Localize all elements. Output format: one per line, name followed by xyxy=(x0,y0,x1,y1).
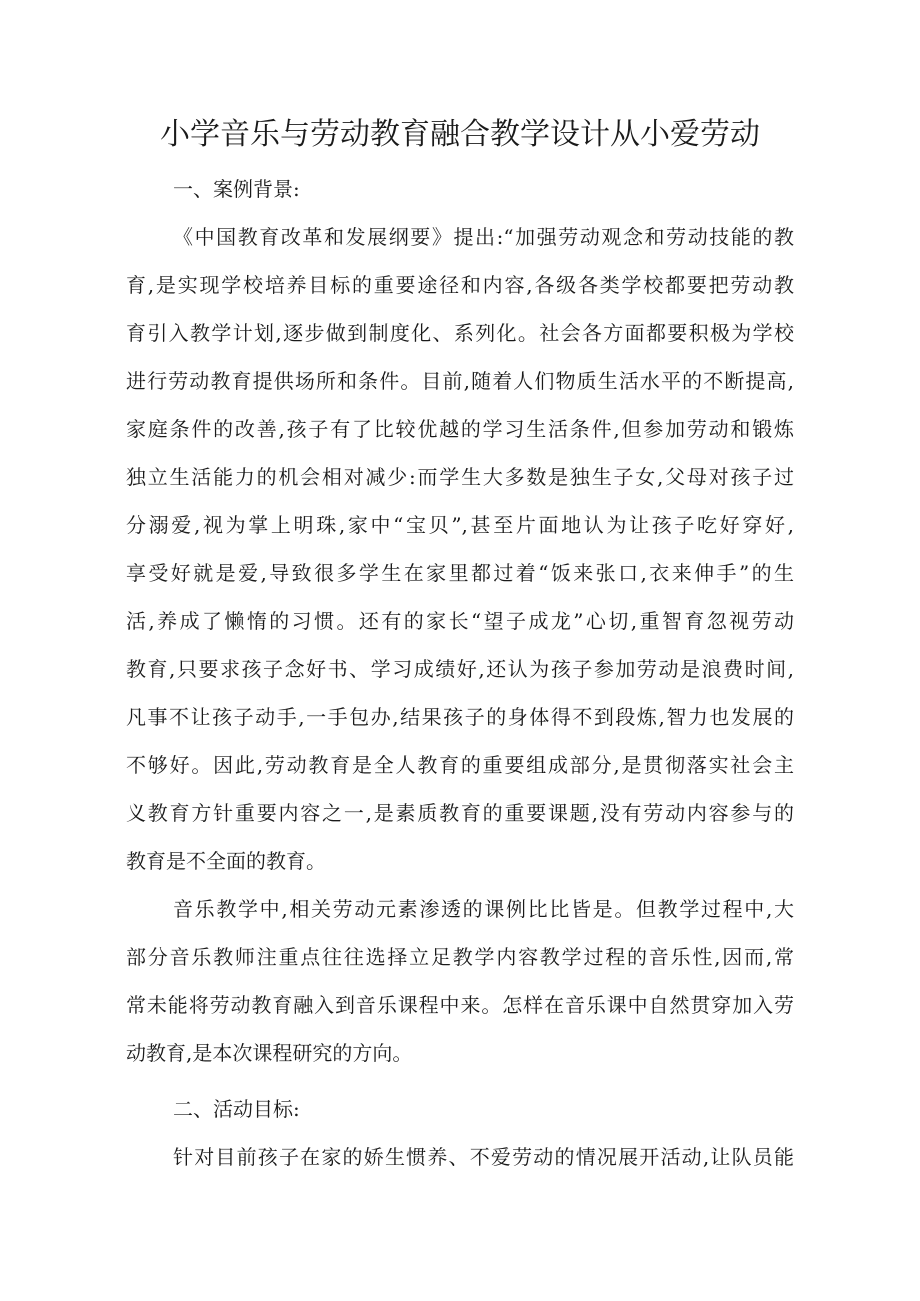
paragraph-line: 享受好就是爱,导致很多学生在家里都过着“饭来张口,衣来伸手”的生 xyxy=(126,561,794,585)
document-title: 小学音乐与劳动教育融合教学设计从小爱劳动 xyxy=(160,117,760,152)
paragraph-line: 凡事不让孩子动手,一手包办,结果孩子的身体得不到段炼,智力也发展的 xyxy=(126,705,794,729)
paragraph-line: 音乐教学中,相关劳动元素渗透的课例比比皆是。但教学过程中,大 xyxy=(173,897,794,921)
paragraph-line: 义教育方针重要内容之一,是素质教育的重要课题,没有劳动内容参与的 xyxy=(126,801,794,825)
paragraph-line: 教育,只要求孩子念好书、学习成绩好,还认为孩子参加劳动是浪费时间, xyxy=(126,657,794,681)
paragraph-line: 独立生活能力的机会相对减少:而学生大多数是独生子女,父母对孩子过 xyxy=(126,465,794,489)
section-heading-background: 一、案例背景: xyxy=(173,177,300,201)
section-heading-goals: 二、活动目标: xyxy=(173,1097,300,1121)
paragraph-line: 分溺爱,视为掌上明珠,家中“宝贝”,甚至片面地认为让孩子吃好穿好, xyxy=(126,513,794,537)
paragraph-line: 教育是不全面的教育。 xyxy=(126,849,326,873)
paragraph-line: 不够好。因此,劳动教育是全人教育的重要组成部分,是贯彻落实社会主 xyxy=(126,753,794,777)
paragraph-line: 活,养成了懒惰的习惯。还有的家长“望子成龙”心切,重智育忽视劳动 xyxy=(126,609,794,633)
paragraph-line: 部分音乐教师注重点往往选择立足教学内容教学过程的音乐性,因而,常 xyxy=(126,945,794,969)
paragraph-line: 针对目前孩子在家的娇生惯养、不爱劳动的情况展开活动,让队员能 xyxy=(173,1145,794,1169)
paragraph-line: 常未能将劳动教育融入到音乐课程中来。怎样在音乐课中自然贯穿加入劳 xyxy=(126,993,794,1017)
paragraph-line: 《中国教育改革和发展纲要》提出:“加强劳动观念和劳动技能的教 xyxy=(173,225,794,249)
paragraph-line: 育,是实现学校培养目标的重要途径和内容,各级各类学校都要把劳动教 xyxy=(126,273,794,297)
paragraph-line: 动教育,是本次课程研究的方向。 xyxy=(126,1041,413,1065)
paragraph-line: 家庭条件的改善,孩子有了比较优越的学习生活条件,但参加劳动和锻炼 xyxy=(126,417,794,441)
paragraph-line: 进行劳动教育提供场所和条件。目前,随着人们物质生活水平的不断提高, xyxy=(126,369,794,393)
paragraph-line: 育引入教学计划,逐步做到制度化、系列化。社会各方面都要积极为学校 xyxy=(126,321,794,345)
